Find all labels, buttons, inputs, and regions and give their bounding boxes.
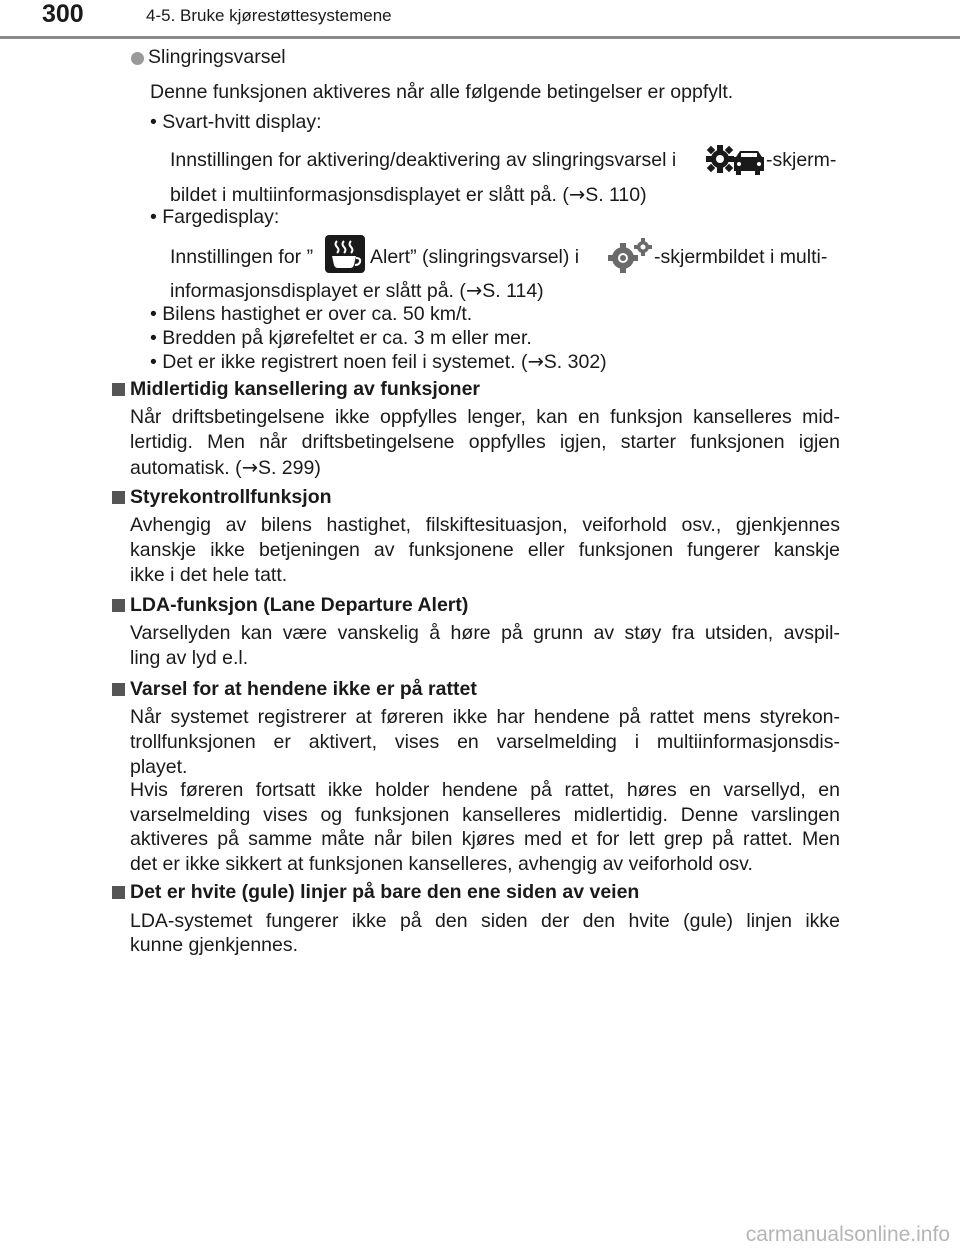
styre-line2: kanskje ikke betjeningen av funksjonene eller funksjonen fungerer kanskje [130, 539, 840, 561]
lda-line1: Varsellyden kan være vanskelig å høre på grunn av støy fra utsiden, avspil- [130, 622, 840, 644]
hender-line6: aktiveres på samme måte når bilen kjøres med et for lett grep på rattet. Men [130, 828, 840, 850]
gears-icon [606, 236, 654, 281]
coffee-cup-icon [325, 235, 365, 278]
condition-lane-width: • Bredden på kjørefeltet er ca. 3 m eller mer. [150, 327, 532, 349]
bw-line1-a: Innstillingen for aktivering/deaktivering av slingringsvarsel i [170, 149, 677, 171]
slingring-heading: Slingringsvarsel [148, 46, 286, 68]
slingring-intro: Denne funksjonen aktiveres når alle følgende betingelser er oppfylt. [150, 81, 734, 103]
color-line1-b: Alert” (slingringsvarsel) i [370, 246, 580, 268]
color-line1-a: Innstillingen for ” [170, 246, 314, 268]
section-heading-midlertidig: Midlertidig kansellering av funksjoner [130, 378, 481, 400]
page-header [0, 0, 960, 40]
square-bullet-icon [112, 491, 125, 504]
linjer-line2: kunne gjenkjennes. [130, 934, 299, 956]
condition-no-error: • Det er ikke registrert noen feil i systemet. (→S. 302) [150, 350, 607, 373]
header-divider [0, 36, 960, 39]
hender-line5: varselmelding vises og funksjonen kanselleres midlertidig. Denne varslingen [130, 804, 840, 826]
section-heading-hender: Varsel for at hendene ikke er på rattet [130, 678, 477, 700]
page-number: 300 [42, 0, 84, 28]
section-heading-linjer: Det er hvite (gule) linjer på bare den ene siden av veien [130, 881, 640, 903]
midlertidig-line1: Når driftsbetingelsene ikke oppfylles lenger, kan en funksjon kanselleres mid- [130, 406, 840, 428]
square-bullet-icon [112, 683, 125, 696]
styre-line3: ikke i det hele tatt. [130, 564, 288, 586]
section-heading-styre: Styrekontrollfunksjon [130, 486, 332, 508]
arrow-right-icon: → [241, 456, 258, 479]
circle-bullet-icon [131, 52, 144, 65]
square-bullet-icon [112, 886, 125, 899]
lda-line2: ling av lyd e.l. [130, 647, 249, 669]
square-bullet-icon [112, 599, 125, 612]
section-heading-lda: LDA-funksjon (Lane Departure Alert) [130, 594, 469, 616]
color-line1-c: -skjermbildet i multi- [654, 246, 828, 268]
bw-line2: bildet i multiinformasjonsdisplayet er slått på. (→S. 110) [170, 183, 647, 206]
linjer-line1: LDA-systemet fungerer ikke på den siden der den hvite (gule) linjen ikke [130, 910, 840, 932]
midlertidig-line2: lertidig. Men når driftsbetingelsene oppfylles igjen, starter funksjonen igjen [130, 431, 840, 453]
hender-line3: playet. [130, 756, 188, 778]
color-line2: informasjonsdisplayet er slått på. (→S. 114) [170, 279, 544, 302]
bw-line1-b: -skjerm- [766, 149, 837, 171]
gear-car-icon [704, 143, 766, 184]
condition-speed: • Bilens hastighet er over ca. 50 km/t. [150, 303, 473, 325]
section-title: 4-5. Bruke kjørestøttesystemene [146, 6, 392, 25]
arrow-right-icon: → [527, 350, 544, 373]
hender-line7: det er ikke sikkert at funksjonen kanselleres, avhengig av veiforhold osv. [130, 853, 753, 875]
styre-line1: Avhengig av bilens hastighet, filskiftesituasjon, veiforhold osv., gjenkjennes [130, 514, 840, 536]
square-bullet-icon [112, 383, 125, 396]
hender-line1: Når systemet registrerer at føreren ikke har hendene på rattet mens styrekon- [130, 706, 840, 728]
color-display-label: • Fargedisplay: [150, 206, 280, 228]
watermark: carmanualsonline.info [745, 1223, 950, 1246]
bw-display-label: • Svart-hvitt display: [150, 111, 322, 133]
midlertidig-line3: automatisk. (→S. 299) [130, 456, 321, 479]
arrow-right-icon: → [465, 279, 483, 302]
arrow-right-icon: → [568, 183, 586, 206]
hender-line4: Hvis føreren fortsatt ikke holder hendene på rattet, høres en varsellyd, en [130, 779, 840, 801]
hender-line2: trollfunksjonen er aktivert, vises en varselmelding i multiinformasjonsdis- [130, 731, 840, 753]
